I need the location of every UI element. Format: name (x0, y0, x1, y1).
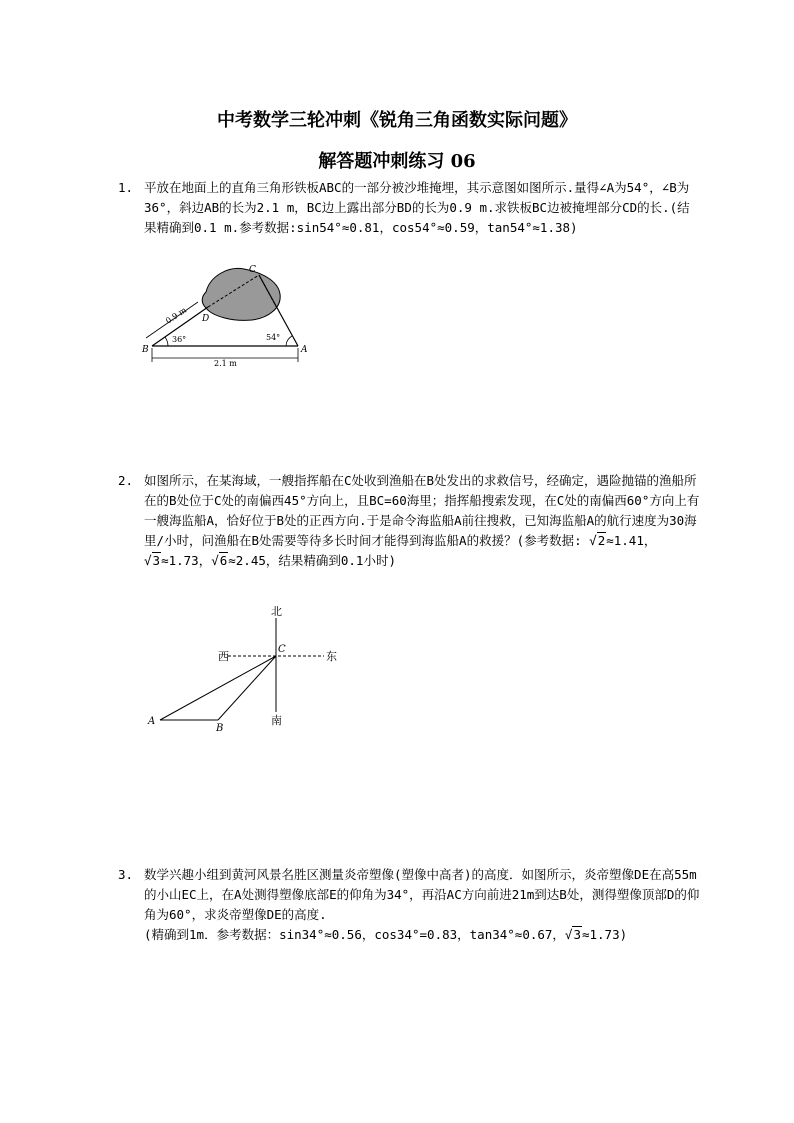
problem-3 (118, 865, 700, 945)
south-label: 南 (271, 714, 282, 727)
page-subtitle: 解答题冲刺练习 06 (318, 151, 476, 172)
north-label: 北 (271, 605, 282, 618)
sand-pile (202, 268, 280, 320)
label-b: B (142, 345, 149, 355)
problem-text: 如图所示，在某海域，一艘指挥船在C处收到渔船在B处发出的求救信号，经确定，遇险抛锚的渔船所在的B处位于C处的南偏西45°方向上，且BC=60海里；指挥船搜索发现，在C处的南偏西60°方向上有一艘海监船A，恰好位于B处的正西方向.于是命令海监船A前往搜救，已知海监船A的航行速度为30海里/小时，问渔船在B处需要等待多长时间才能得到海监船A的救援？(参考数据: √2≈1.41，√3≈1.73，√6≈2.45，结果精确到0.1小时) (144, 473, 700, 568)
page-title: 中考数学三轮冲刺《锐角三角函数实际问题》 (217, 110, 577, 131)
len-ab-label: 2.1 m (214, 359, 237, 366)
figure-2 (140, 600, 340, 736)
problem-number: 1. (118, 180, 134, 195)
problem-text: 数学兴趣小组到黄河风景名胜区测量炎帝塑像(塑像中高者)的高度．如图所示，炎帝塑像DE在高55m的小山EC上，在A处测得塑像底部E的仰角为34°，再沿AC方向前进21m到达B处，测得塑像顶部D的仰角为60°，求炎帝塑像DE的高度. (144, 867, 700, 922)
angle-a-label: 54° (266, 333, 281, 342)
west-label: 西 (218, 650, 229, 663)
angle-a-arc (286, 336, 292, 346)
problem-note: (精确到1m．参考数据：sin34°≈0.56，cos34°=0.83，tan34°≈0.67，√3≈1.73) (144, 927, 628, 942)
problem-text: 平放在地面上的直角三角形铁板ABC的一部分被沙堆掩埋，其示意图如图所示.量得∠A为54°，∠B为36°，斜边AB的长为2.1 m，BC边上露出部分BD的长为0.9 m.求铁板BC边被掩埋部分CD的长.(结果精确到0.1 m.参考数据:sin54°≈0.81，cos54°≈0.59，tan54°≈1.38) (144, 180, 690, 235)
angle-b-label: 36° (172, 335, 187, 344)
angle-b-arc (165, 337, 168, 346)
problem-number: 2. (118, 473, 134, 488)
label-d: D (202, 314, 210, 324)
label-a: A (148, 716, 156, 727)
problem-number: 3. (118, 867, 134, 882)
label-c: C (249, 265, 256, 275)
len-bd-label: 0.9 m (164, 305, 189, 326)
east-label: 东 (326, 650, 337, 663)
label-b: B (216, 723, 224, 734)
figure-1 (140, 262, 320, 366)
side-ca (160, 656, 276, 720)
problem-2 (118, 471, 700, 571)
label-c: C (278, 644, 286, 655)
problem-1 (118, 178, 700, 238)
side-cb (218, 656, 276, 720)
label-a: A (301, 345, 308, 355)
